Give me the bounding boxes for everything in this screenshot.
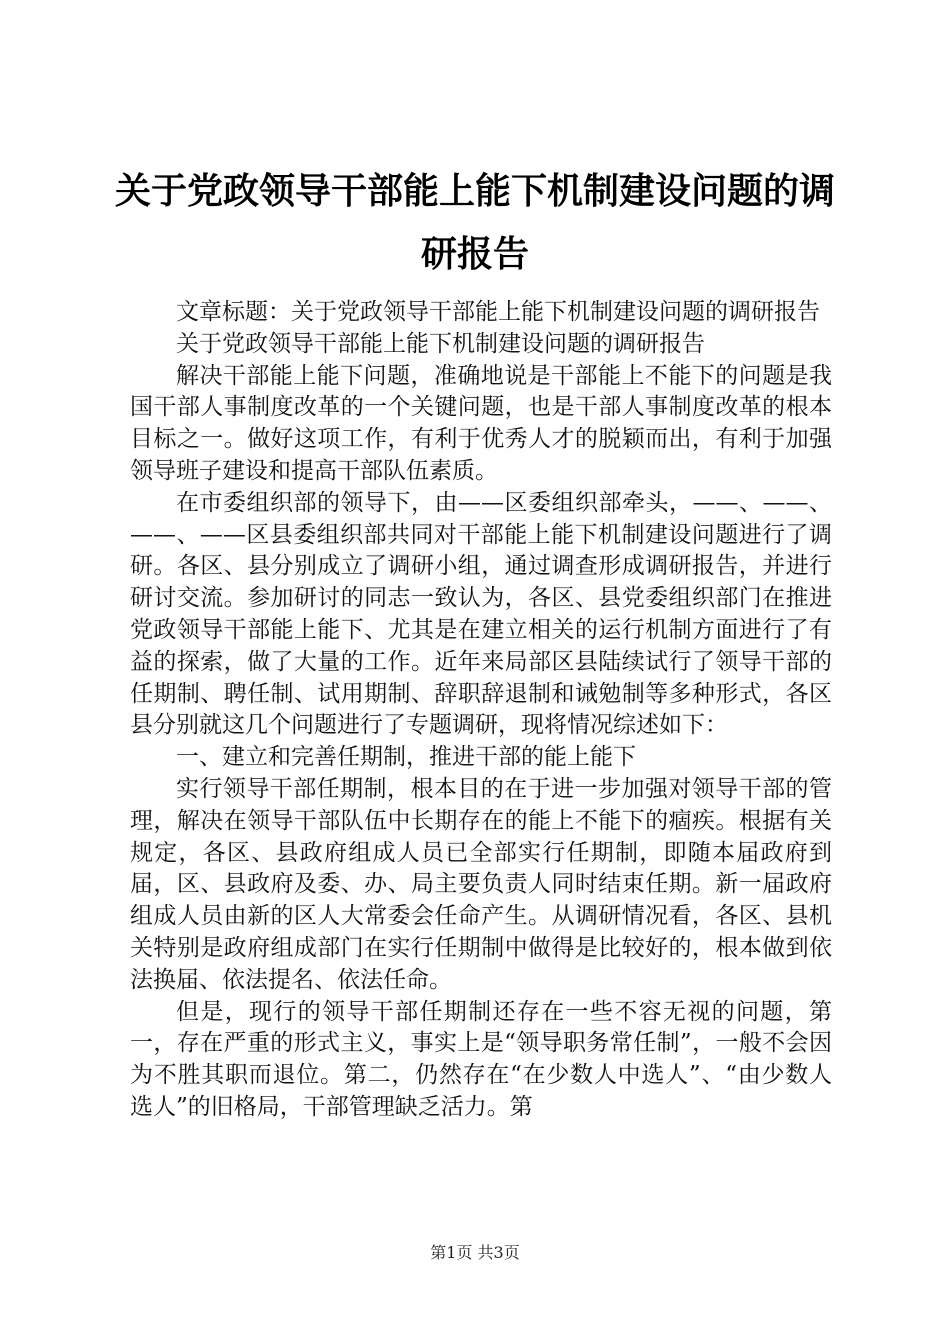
paragraph-intro: 解决干部能上能下问题，准确地说是干部能上不能下的问题是我国干部人事制度改革的一个关键问题，也是干部人事制度改革的根本目标之一。做好这项工作，有利于优秀人才的脱颖而出，有利于加强领导班子建设和提高干部队伍素质。	[130, 362, 832, 484]
section-heading-term-system: 一、建立和完善任期制，推进干部的能上能下	[176, 744, 636, 771]
document-body	[130, 297, 832, 1124]
paragraph-background: 在市委组织部的领导下，由——区委组织部牵头，——、——、——、——区县委组织部共同对干部能上能下机制建设问题进行了调研。各区、县分别成立了调研小组，通过调查形成调研报告，并进行研讨交流。参加研讨的同志一致认为，各区、县党委组织部门在推进党政领导干部能上能下、尤其是在建立相关的运行机制方面进行了有益的探索，做了大量的工作。近年来局部区县陆续试行了领导干部的任期制、聘任制、试用期制、辞职辞退制和诫勉制等多种形式，各区县分别就这几个问题进行了专题调研，现将情况综述如下：	[130, 489, 832, 739]
paragraph-term-system: 实行领导干部任期制，根本目的在于进一步加强对领导干部的管理，解决在领导干部队伍中长期存在的能上不能下的痼疾。根据有关规定，各区、县政府组成人员已全部实行任期制，即随本届政府到届，区、县政府及委、办、局主要负责人同时结束任期。新一届政府组成人员由新的区人大常委会任命产生。从调研情况看，各区、县机关特别是政府组成部门在实行任期制中做得是比较好的，根本做到依法换届、依法提名、依法任命。	[130, 775, 832, 993]
paragraph-article-title: 文章标题：关于党政领导干部能上能下机制建设问题的调研报告	[176, 299, 820, 325]
page-number-footer: 第1页 共3页	[430, 1243, 520, 1262]
paragraph-problems: 但是，现行的领导干部任期制还存在一些不容无视的问题，第一，存在严重的形式主义，事实上是“领导职务常任制”，一般不会因为不胜其职而退位。第二，仍然存在“在少数人中选人”、“由少数人选人”的旧格局，干部管理缺乏活力。第	[130, 998, 832, 1120]
document-title: 关于党政领导干部能上能下机制建设问题的调研报告	[114, 171, 835, 275]
paragraph-report-heading: 关于党政领导干部能上能下机制建设问题的调研报告	[176, 330, 705, 357]
